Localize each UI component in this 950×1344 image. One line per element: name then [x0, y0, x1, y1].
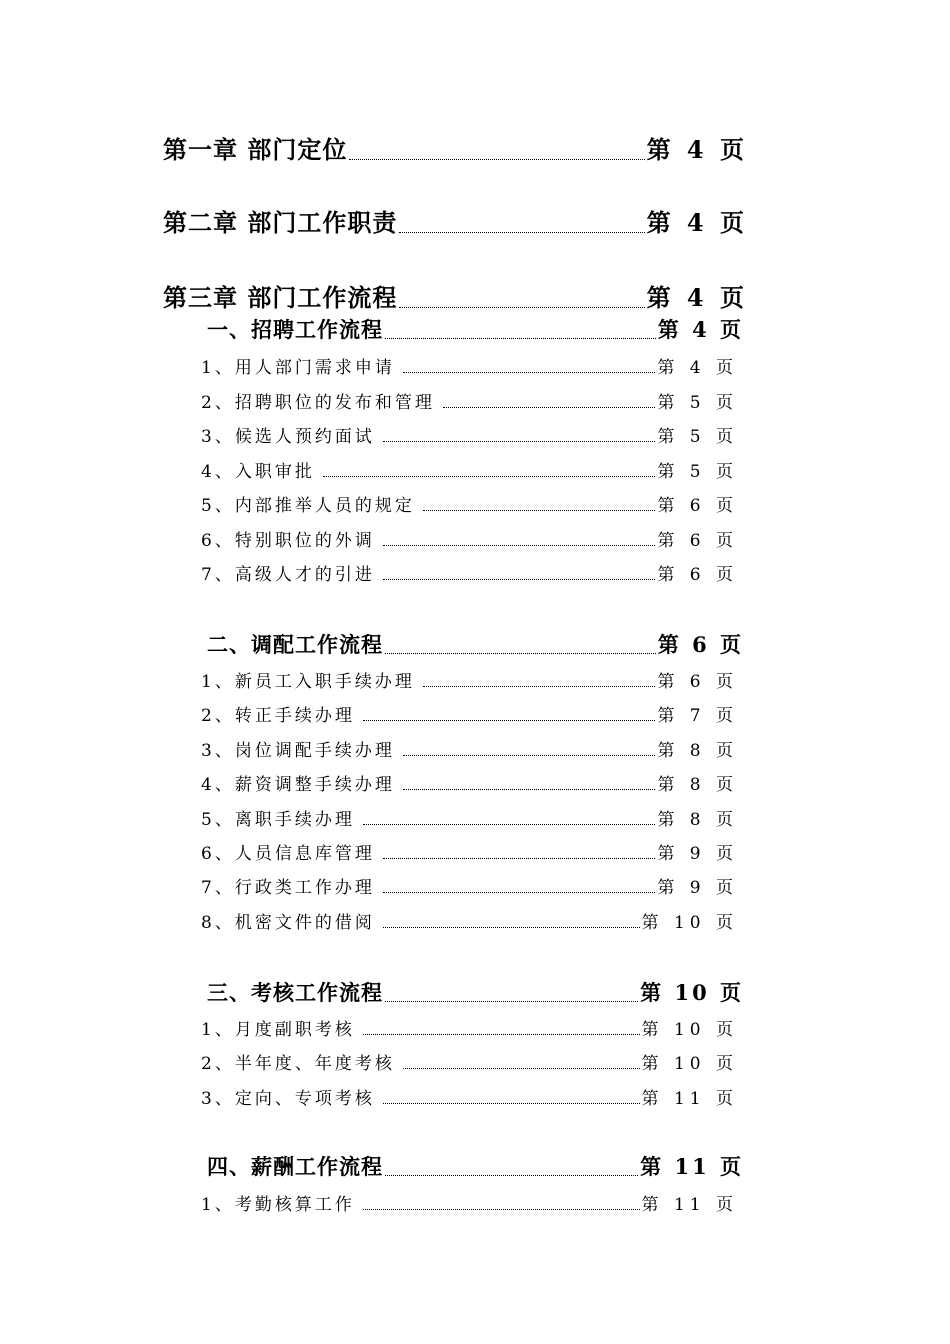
toc-entry-page: 第 6 页 [657, 531, 738, 551]
toc-entry-page: 第 9 页 [657, 844, 738, 864]
dot-leader [383, 892, 656, 893]
dot-leader [383, 579, 656, 580]
dot-leader [385, 338, 656, 339]
toc-chapter [163, 203, 748, 238]
toc-item [201, 422, 738, 447]
toc-section [207, 629, 744, 659]
toc-entry-title: 6、人员信息库管理 [201, 844, 375, 864]
toc-item [201, 1049, 738, 1074]
toc-entry-title: 3、候选人预约面试 [201, 427, 375, 447]
toc-item [201, 805, 738, 830]
toc-entry-title: 5、内部推举人员的规定 [201, 496, 415, 516]
dot-leader [383, 1103, 640, 1104]
dot-leader [423, 686, 656, 687]
toc-entry-title: 第三章 部门工作流程 [163, 283, 398, 312]
toc-entry-title: 6、特别职位的外调 [201, 531, 375, 551]
toc-item [201, 873, 738, 898]
toc-entry-title: 四、薪酬工作流程 [207, 1154, 383, 1179]
toc-entry-page: 第 4 页 [657, 358, 738, 378]
toc-item [201, 526, 738, 551]
dot-leader [403, 1068, 640, 1069]
toc-entry-page: 第 8 页 [657, 741, 738, 761]
toc-entry-title: 7、高级人才的引进 [201, 565, 375, 585]
toc-entry-title: 1、用人部门需求申请 [201, 358, 395, 378]
toc-entry-title: 5、离职手续办理 [201, 810, 355, 830]
dot-leader [399, 307, 644, 308]
dot-leader [323, 476, 656, 477]
toc-entry-title: 7、行政类工作办理 [201, 878, 375, 898]
toc-entry-page: 第 4 页 [646, 208, 748, 237]
toc-chapter [163, 278, 748, 313]
toc-entry-page: 第 10 页 [640, 980, 744, 1005]
toc-entry-title: 4、薪资调整手续办理 [201, 775, 395, 795]
toc-section [207, 1151, 744, 1181]
toc-entry-page: 第 9 页 [657, 878, 738, 898]
dot-leader [363, 824, 656, 825]
toc-entry-title: 第二章 部门工作职责 [163, 208, 398, 237]
toc-entry-page: 第 6 页 [657, 496, 738, 516]
toc-entry-page: 第 11 页 [640, 1154, 744, 1179]
toc-entry-title: 2、招聘职位的发布和管理 [201, 393, 435, 413]
toc-entry-page: 第 11 页 [641, 1195, 738, 1215]
toc-entry-page: 第 10 页 [641, 1054, 738, 1074]
dot-leader [385, 653, 656, 654]
toc-entry-page: 第 4 页 [646, 283, 748, 312]
dot-leader [383, 545, 656, 546]
toc-entry-title: 3、定向、专项考核 [201, 1089, 375, 1109]
toc-item [201, 667, 738, 692]
toc-item [201, 1190, 738, 1215]
toc-entry-page: 第 5 页 [657, 462, 738, 482]
toc-entry-page: 第 4 页 [646, 135, 748, 164]
dot-leader [443, 407, 656, 408]
toc-entry-title: 1、新员工入职手续办理 [201, 672, 415, 692]
toc-entry-page: 第 7 页 [657, 706, 738, 726]
toc-entry-page: 第 5 页 [657, 393, 738, 413]
toc-entry-page: 第 10 页 [641, 1020, 738, 1040]
toc-item [201, 560, 738, 585]
toc-item [201, 353, 738, 378]
dot-leader [383, 441, 656, 442]
dot-leader [403, 755, 656, 756]
toc-entry-page: 第 6 页 [657, 672, 738, 692]
toc-entry-title: 三、考核工作流程 [207, 980, 383, 1005]
dot-leader [383, 858, 656, 859]
toc-entry-title: 2、转正手续办理 [201, 706, 355, 726]
toc-entry-page: 第 5 页 [657, 427, 738, 447]
toc-entry-page: 第 10 页 [641, 913, 738, 933]
toc-item [201, 491, 738, 516]
toc-item [201, 457, 738, 482]
toc-entry-title: 2、半年度、年度考核 [201, 1054, 395, 1074]
toc-entry-title: 第一章 部门定位 [163, 135, 348, 164]
toc-item [201, 1015, 738, 1040]
toc-item [201, 770, 738, 795]
toc-section [207, 314, 744, 344]
toc-chapter [163, 130, 748, 165]
toc-item [201, 1084, 738, 1109]
toc-entry-page: 第 6 页 [657, 632, 744, 657]
toc-section [207, 977, 744, 1007]
dot-leader [363, 1209, 640, 1210]
toc-entry-page: 第 8 页 [657, 810, 738, 830]
dot-leader [423, 510, 656, 511]
toc-entry-page: 第 4 页 [657, 317, 744, 342]
dot-leader [403, 789, 656, 790]
toc-item [201, 908, 738, 933]
toc-item [201, 839, 738, 864]
toc-entry-page: 第 6 页 [657, 565, 738, 585]
toc-entry-title: 3、岗位调配手续办理 [201, 741, 395, 761]
toc-item [201, 701, 738, 726]
toc-entry-page: 第 8 页 [657, 775, 738, 795]
dot-leader [349, 159, 644, 160]
toc-entry-title: 4、入职审批 [201, 462, 315, 482]
dot-leader [403, 372, 656, 373]
toc-entry-title: 一、招聘工作流程 [207, 317, 383, 342]
toc-entry-title: 8、机密文件的借阅 [201, 913, 375, 933]
toc-item [201, 736, 738, 761]
toc-entry-title: 1、月度副职考核 [201, 1020, 355, 1040]
toc-entry-page: 第 11 页 [641, 1089, 738, 1109]
dot-leader [399, 232, 644, 233]
toc-item [201, 388, 738, 413]
dot-leader [363, 720, 656, 721]
dot-leader [383, 927, 640, 928]
dot-leader [385, 1175, 638, 1176]
dot-leader [363, 1034, 640, 1035]
toc-entry-title: 1、考勤核算工作 [201, 1195, 355, 1215]
dot-leader [385, 1001, 638, 1002]
toc-entry-title: 二、调配工作流程 [207, 632, 383, 657]
